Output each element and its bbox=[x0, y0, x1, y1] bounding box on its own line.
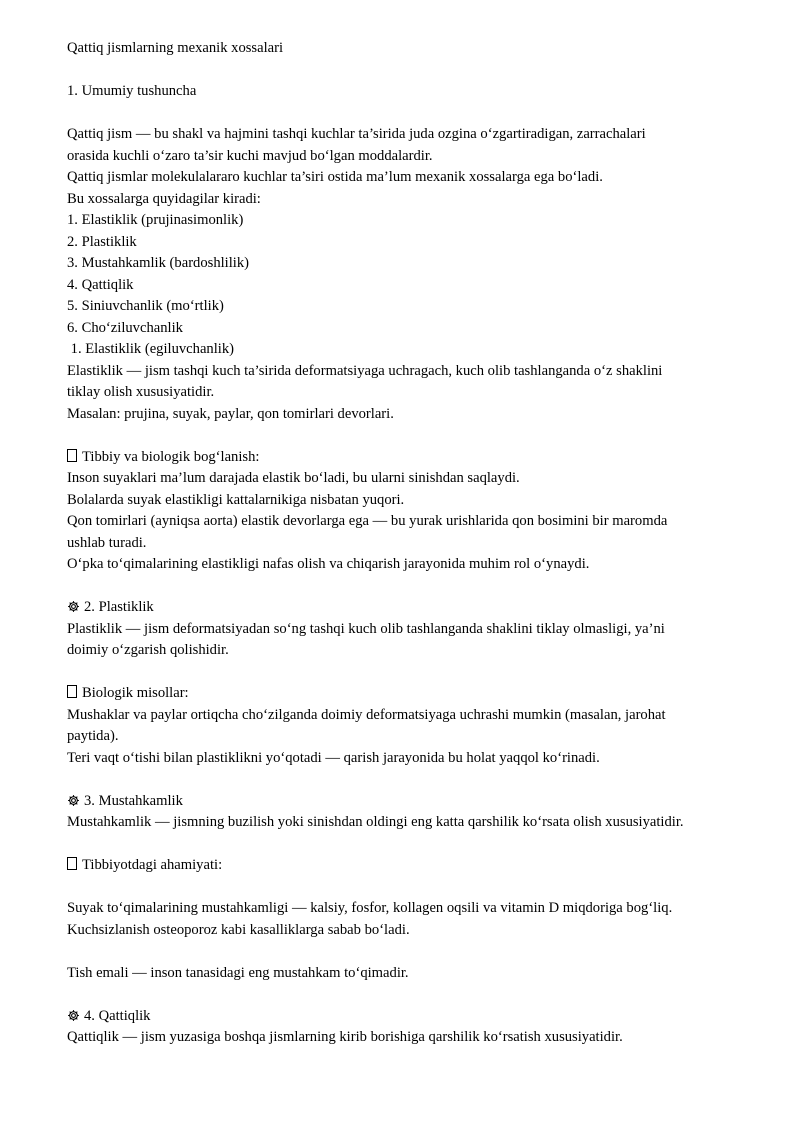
plasticity-heading bbox=[67, 597, 757, 619]
medical-text-line: O‘pka to‘qimalarining elastikligi nafas olish va chiqarish jarayonida muhim rol o‘ynaydi. bbox=[67, 556, 590, 572]
property-list-item: 6. Cho‘ziluvchanlik bbox=[67, 319, 183, 336]
medical-text-line: Qon tomirlari (ayniqsa aorta) elastik devorlarga ega — bu yurak urishlarida qon bosimini bir maromda bbox=[67, 513, 668, 529]
plasticity-heading-text: 2. Plastiklik bbox=[84, 599, 154, 615]
missing-glyph-box-icon bbox=[67, 857, 77, 870]
strength-heading bbox=[67, 791, 757, 813]
property-list-item: 4. Qattiqlik bbox=[67, 276, 134, 293]
property-list-item: 2. Plastiklik bbox=[67, 233, 137, 250]
bone-strength-line: Kuchsizlanish osteoporoz kabi kasalliklarga sabab bo‘ladi. bbox=[67, 921, 410, 938]
intro-text-line: Qattiq jism — bu shakl va hajmini tashqi kuchlar ta’sirida juda ozgina o‘zgartiradigan, zarrachalari bbox=[67, 126, 646, 142]
biological-text-line: Teri vaqt o‘tishi bilan plastiklikni yo‘qotadi — qarish jarayonida bu holat yaqqol ko‘rinadi. bbox=[67, 749, 600, 766]
gear-icon bbox=[67, 600, 80, 613]
biological-examples-heading bbox=[67, 683, 757, 705]
section-heading-general: 1. Umumiy tushuncha bbox=[67, 83, 197, 99]
hardness-definition: Qattiqlik — jism yuzasiga boshqa jismlarning kirib borishiga qarshilik ko‘rsatish xususiyatidir. bbox=[67, 1029, 623, 1045]
enamel-line: Tish emali — inson tanasidagi eng mustahkam to‘qimadir. bbox=[67, 964, 409, 981]
biological-examples-heading-text: Biologik misollar: bbox=[82, 685, 189, 701]
medical-link-heading-text: Tibbiy va biologik bog‘lanish: bbox=[82, 448, 260, 465]
medical-importance-heading-text: Tibbiyotdagi ahamiyati: bbox=[82, 857, 223, 873]
hardness-heading bbox=[67, 1006, 757, 1028]
medical-text-line: Bolalarda suyak elastikligi kattalarnikiga nisbatan yuqori. bbox=[67, 491, 405, 508]
intro-text-line: Bu xossalarga quyidagilar kiradi: bbox=[67, 190, 261, 207]
medical-link-heading bbox=[67, 447, 757, 469]
bone-strength-line: Suyak to‘qimalarining mustahkamligi — kalsiy, fosfor, kollagen oqsili va vitamin D miqdoriga bog‘liq. bbox=[67, 900, 673, 916]
elasticity-example: Masalan: prujina, suyak, paylar, qon tomirlari devorlari. bbox=[67, 405, 394, 422]
document-body bbox=[67, 38, 757, 1049]
hardness-heading-text: 4. Qattiqlik bbox=[84, 1007, 151, 1024]
document-title: Qattiq jismlarning mexanik xossalari bbox=[67, 40, 284, 56]
missing-glyph-box-icon bbox=[67, 685, 77, 698]
medical-text-line: Inson suyaklari ma’lum darajada elastik bo‘ladi, bu ularni sinishdan saqlaydi. bbox=[67, 470, 520, 486]
property-list-item: 3. Mustahkamlik (bardoshlilik) bbox=[67, 255, 249, 271]
property-list-item: 1. Elastiklik (prujinasimonlik) bbox=[67, 212, 244, 228]
strength-heading-text: 3. Mustahkamlik bbox=[84, 792, 183, 809]
biological-text-line: paytida). bbox=[67, 728, 119, 744]
intro-text-line: orasida kuchli o‘zaro ta’sir kuchi mavjud bo‘lgan moddalardir. bbox=[67, 147, 433, 164]
biological-text-line: Mushaklar va paylar ortiqcha cho‘zilganda doimiy deformatsiyaga uchrashi mumkin (masalan, jarohat bbox=[67, 706, 666, 723]
property-list-item: 5. Siniuvchanlik (mo‘rtlik) bbox=[67, 298, 224, 314]
elasticity-definition-line: tiklay olish xususiyatidir. bbox=[67, 384, 215, 400]
elasticity-heading: 1. Elastiklik (egiluvchanlik) bbox=[67, 341, 234, 357]
plasticity-definition-line: doimiy o‘zgarish qolishidir. bbox=[67, 642, 229, 658]
elasticity-definition-line: Elastiklik — jism tashqi kuch ta’sirida deformatsiyaga uchragach, kuch olib tashlanganda o‘z shaklini bbox=[67, 362, 663, 379]
gear-icon bbox=[67, 1009, 80, 1022]
intro-text-line: Qattiq jismlar molekulalararo kuchlar ta’siri ostida ma’lum mexanik xossalarga ega bo‘ladi. bbox=[67, 169, 603, 185]
missing-glyph-box-icon bbox=[67, 449, 77, 462]
medical-importance-heading bbox=[67, 855, 757, 877]
strength-definition: Mustahkamlik — jismning buzilish yoki sinishdan oldingi eng katta qarshilik ko‘rsata olish xususiyatidir. bbox=[67, 814, 684, 830]
plasticity-definition-line: Plastiklik — jism deformatsiyadan so‘ng tashqi kuch olib tashlanganda shaklini tiklay olmasligi, ya’ni bbox=[67, 620, 665, 637]
gear-icon bbox=[67, 794, 80, 807]
medical-text-line: ushlab turadi. bbox=[67, 534, 147, 551]
